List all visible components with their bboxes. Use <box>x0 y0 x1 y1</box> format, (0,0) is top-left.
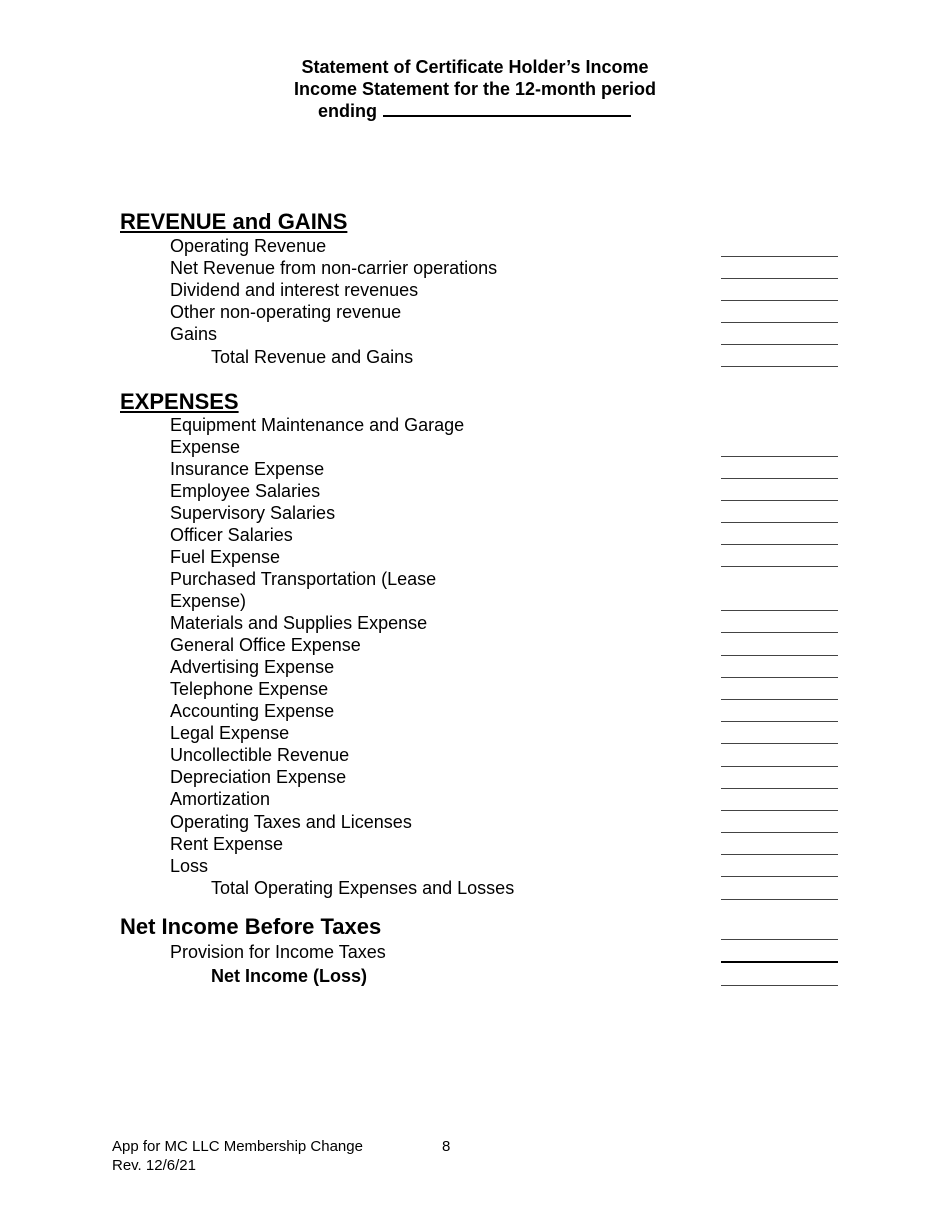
expense-item: Fuel Expense <box>170 547 281 567</box>
depreciation-blank[interactable] <box>721 788 838 789</box>
expense-item: Operating Taxes and Licenses <box>170 812 412 832</box>
officer-salaries-blank[interactable] <box>721 544 838 545</box>
expense-item: Employee Salaries <box>170 481 321 501</box>
expense-item: Expense) <box>170 591 247 611</box>
revenue-item: Other non-operating revenue <box>170 302 402 322</box>
uncollectible-blank[interactable] <box>721 766 838 767</box>
supervisory-salaries-blank[interactable] <box>721 522 838 523</box>
net-revenue-blank[interactable] <box>721 278 838 279</box>
employee-salaries-blank[interactable] <box>721 500 838 501</box>
purchased-transportation-blank[interactable] <box>721 610 838 611</box>
equipment-maintenance-blank[interactable] <box>721 456 838 457</box>
advertising-blank[interactable] <box>721 677 838 678</box>
expense-item: Insurance Expense <box>170 459 325 479</box>
expense-item: Expense <box>170 437 241 457</box>
expenses-heading: EXPENSES <box>120 389 239 414</box>
expense-item: Officer Salaries <box>170 525 293 545</box>
fuel-blank[interactable] <box>721 566 838 567</box>
expense-item: Purchased Transportation (Lease <box>170 569 437 589</box>
expense-item: Depreciation Expense <box>170 767 347 787</box>
expense-item: Telephone Expense <box>170 679 329 699</box>
expense-item: Materials and Supplies Expense <box>170 613 428 633</box>
total-expenses-blank[interactable] <box>721 899 838 900</box>
dividend-interest-blank[interactable] <box>721 300 838 301</box>
footer-revision: Rev. 12/6/21 <box>112 1157 196 1174</box>
net-income-before-taxes-heading: Net Income Before Taxes <box>120 914 382 939</box>
amortization-blank[interactable] <box>721 810 838 811</box>
loss-blank[interactable] <box>721 876 838 877</box>
expenses-total-label: Total Operating Expenses and Losses <box>211 878 515 898</box>
revenue-total-label: Total Revenue and Gains <box>211 347 414 367</box>
net-income-label: Net Income (Loss) <box>211 966 368 986</box>
expense-item: Amortization <box>170 789 271 809</box>
expense-item: Loss <box>170 856 209 876</box>
net-income-before-taxes-blank[interactable] <box>721 939 838 940</box>
total-revenue-blank[interactable] <box>721 366 838 367</box>
provision-blank[interactable] <box>721 961 838 963</box>
other-revenue-blank[interactable] <box>721 322 838 323</box>
ending-date-blank[interactable] <box>383 101 631 117</box>
revenue-item: Net Revenue from non-carrier operations <box>170 258 498 278</box>
provision-label: Provision for Income Taxes <box>170 942 386 962</box>
telephone-blank[interactable] <box>721 699 838 700</box>
expense-item: Supervisory Salaries <box>170 503 336 523</box>
net-income-blank[interactable] <box>721 985 838 986</box>
rent-blank[interactable] <box>721 854 838 855</box>
expense-item: Equipment Maintenance and Garage <box>170 415 465 435</box>
revenue-item: Gains <box>170 324 218 344</box>
ending-label: ending <box>318 101 377 121</box>
statement-title: Statement of Certificate Holder’s Income <box>301 57 649 77</box>
revenue-item: Operating Revenue <box>170 236 327 256</box>
statement-subtitle: Income Statement for the 12-month period <box>293 79 657 99</box>
expense-item: General Office Expense <box>170 635 361 655</box>
revenue-heading: REVENUE and GAINS <box>120 209 348 234</box>
period-ending <box>318 101 631 122</box>
operating-revenue-blank[interactable] <box>721 256 838 257</box>
operating-taxes-blank[interactable] <box>721 832 838 833</box>
expense-item: Legal Expense <box>170 723 290 743</box>
page-number: 8 <box>442 1138 451 1155</box>
insurance-blank[interactable] <box>721 478 838 479</box>
legal-blank[interactable] <box>721 743 838 744</box>
expense-item: Advertising Expense <box>170 657 335 677</box>
gains-blank[interactable] <box>721 344 838 345</box>
expense-item: Accounting Expense <box>170 701 335 721</box>
accounting-blank[interactable] <box>721 721 838 722</box>
footer-document-name: App for MC LLC Membership Change <box>112 1138 363 1155</box>
revenue-item: Dividend and interest revenues <box>170 280 419 300</box>
expense-item: Uncollectible Revenue <box>170 745 350 765</box>
general-office-blank[interactable] <box>721 655 838 656</box>
expense-item: Rent Expense <box>170 834 284 854</box>
materials-supplies-blank[interactable] <box>721 632 838 633</box>
